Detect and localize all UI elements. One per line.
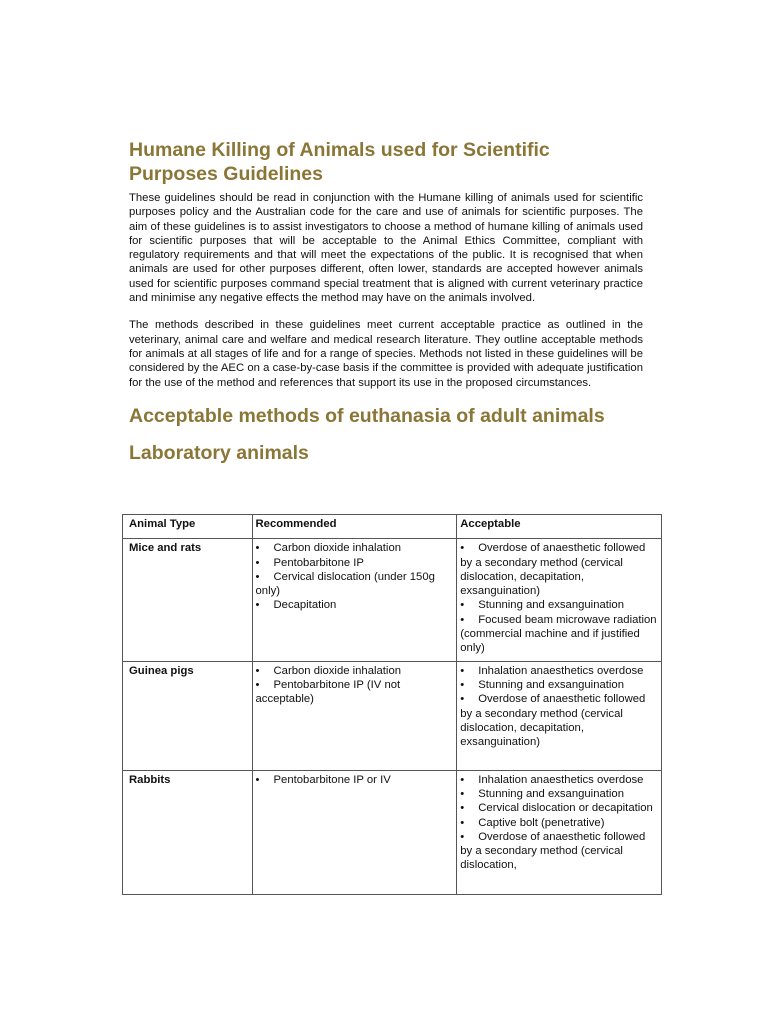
method-list-item: • Carbon dioxide inhalation <box>255 542 402 555</box>
bullet-icon: • <box>460 802 465 815</box>
bullet-icon: • <box>460 542 465 555</box>
bullet-icon: • <box>255 570 260 583</box>
header-recommended: Recommended <box>252 515 457 539</box>
table-header-row <box>123 515 662 539</box>
document-title: Humane Killing of Animals used for Scientific Purposes Guidelines <box>129 139 550 185</box>
method-list-item: • Cervical dislocation or decapitation <box>460 802 653 815</box>
method-list-item: • Stunning and exsanguination <box>460 787 624 800</box>
method-list-item: • Cervical dislocation (under 150g only) <box>255 570 435 598</box>
header-acceptable: Acceptable <box>457 515 662 539</box>
acceptable-methods-cell <box>457 770 662 894</box>
bullet-icon: • <box>460 787 465 800</box>
euthanasia-methods-table <box>122 514 662 895</box>
animal-type-cell: Guinea pigs <box>123 661 253 770</box>
recommended-methods-cell <box>252 539 457 661</box>
bullet-icon: • <box>460 613 465 626</box>
method-list-item: • Pentobarbitone IP or IV <box>255 773 391 786</box>
method-list-item: • Focused beam microwave radiation (commercial machine and if justified only) <box>460 613 657 655</box>
bullet-icon: • <box>255 599 260 612</box>
table-row <box>123 539 662 661</box>
bullet-icon: • <box>255 678 260 691</box>
method-list-item: • Overdose of anaesthetic followed by a secondary method (cervical dislocation, decapitation, exsanguination) <box>460 693 646 749</box>
animal-type-cell: Rabbits <box>123 770 253 894</box>
recommended-methods-cell <box>252 661 457 770</box>
animal-type-cell: Mice and rats <box>123 539 253 661</box>
section-heading-methods: Acceptable methods of euthanasia of adult animals <box>129 404 605 427</box>
method-list-item: • Inhalation anaesthetics overdose <box>460 773 644 786</box>
bullet-icon: • <box>460 678 465 691</box>
table-row <box>123 770 662 894</box>
bullet-icon: • <box>255 556 260 569</box>
method-list-item: • Carbon dioxide inhalation <box>255 664 402 677</box>
acceptable-methods-cell <box>457 539 662 661</box>
table-row <box>123 661 662 770</box>
method-list-item: • Stunning and exsanguination <box>460 599 624 612</box>
document-body <box>129 138 643 465</box>
intro-paragraph-1: These guidelines should be read in conjunction with the Humane killing of animals used for scientific purposes policy and the Australian code for the care and use of animals for scientific purposes. The aim of these guidelines is to assist investigators to choose a method of humane killing of animals used for scientific purposes that will be acceptable to the Animal Ethics Committee, compliant with regulatory requirements and that will meet the expectations of the public. It is recognised that when animals are used for other purposes different, often lower, standards are accepted however animals used for scientific purposes command special treatment that is aligned with current veterinary practice and minimise any negative effects the method may have on the animals involved. <box>129 192 643 305</box>
header-animal-type: Animal Type <box>123 515 253 539</box>
method-list-item: • Overdose of anaesthetic followed by a secondary method (cervical dislocation, <box>460 830 646 872</box>
bullet-icon: • <box>255 773 260 786</box>
bullet-icon: • <box>255 542 260 555</box>
recommended-methods-cell <box>252 770 457 894</box>
method-list-item: • Captive bolt (penetrative) <box>460 816 605 829</box>
section-heading-laboratory: Laboratory animals <box>129 441 309 464</box>
bullet-icon: • <box>460 773 465 786</box>
bullet-icon: • <box>460 816 465 829</box>
method-list-item: • Pentobarbitone IP (IV not acceptable) <box>255 678 401 706</box>
bullet-icon: • <box>255 664 260 677</box>
bullet-icon: • <box>460 693 465 706</box>
acceptable-methods-cell <box>457 661 662 770</box>
bullet-icon: • <box>460 664 465 677</box>
method-list-item: • Inhalation anaesthetics overdose <box>460 664 644 677</box>
method-list-item: • Overdose of anaesthetic followed by a secondary method (cervical dislocation, decapitation, exsanguination) <box>460 542 646 598</box>
intro-paragraph-2: The methods described in these guidelines meet current acceptable practice as outlined in the veterinary, animal care and welfare and medical research literature. They outline acceptable methods for animals at all stages of life and for a range of species. Methods not listed in these guidelines will be considered by the AEC on a case-by-case basis if the committee is provided with adequate justification for the use of the method and references that support its use in the proposed circumstances. <box>129 319 643 389</box>
bullet-icon: • <box>460 830 465 843</box>
method-list-item: • Stunning and exsanguination <box>460 678 624 691</box>
bullet-icon: • <box>460 599 465 612</box>
method-list-item: • Pentobarbitone IP <box>255 556 364 569</box>
method-list-item: • Decapitation <box>255 599 337 612</box>
